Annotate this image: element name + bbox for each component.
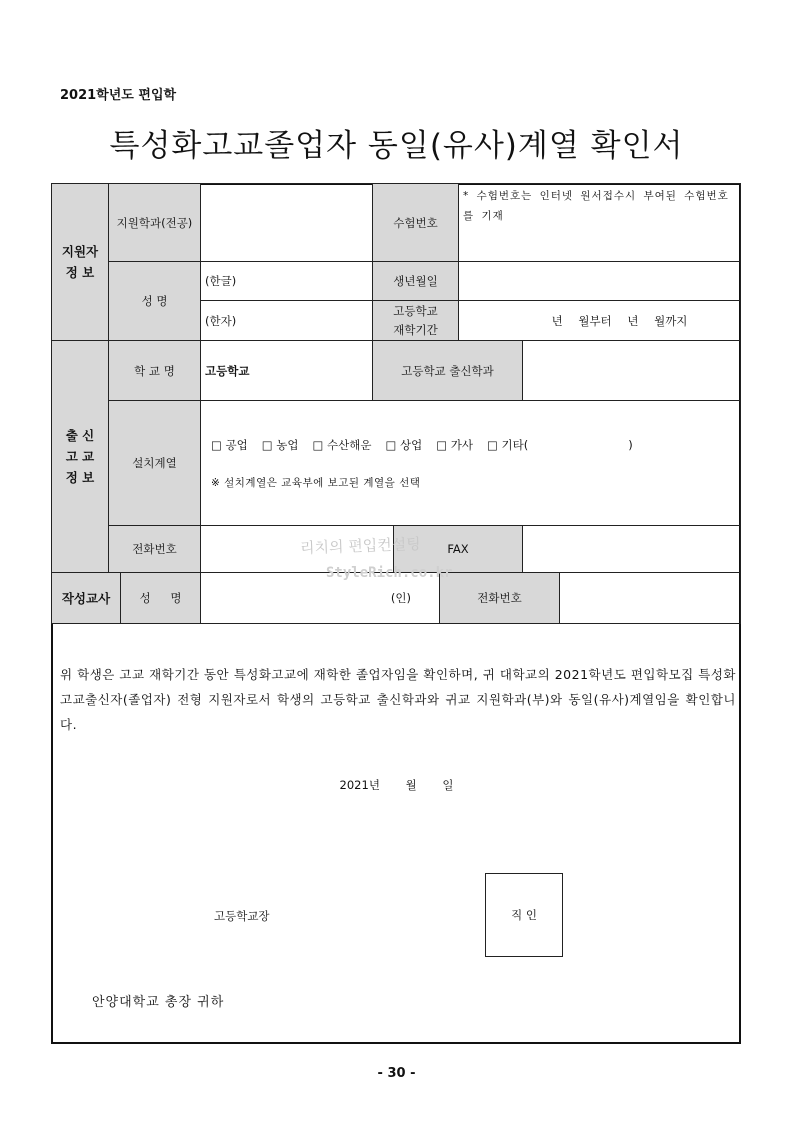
school-name-label: 학 교 명 bbox=[108, 340, 201, 401]
school-type-note: ※ 설치계열은 교육부에 보고된 계열을 선택 bbox=[211, 476, 421, 489]
type-other-checkbox[interactable]: □ 기타( bbox=[486, 437, 529, 452]
watermark-url: StyleRich.co.kr bbox=[326, 565, 453, 581]
type-homeec-checkbox[interactable]: □ 가사 bbox=[436, 437, 473, 452]
teacher-phone-label: 전화번호 bbox=[439, 572, 560, 624]
attendance-period-label: 고등학교 재학기간 bbox=[372, 300, 459, 341]
page-number: - 30 - bbox=[377, 1066, 416, 1081]
exam-number-label: 수험번호 bbox=[372, 183, 459, 262]
fax-field[interactable] bbox=[522, 525, 741, 573]
name-hanja-field[interactable]: (한자) bbox=[200, 300, 373, 341]
school-name-field[interactable]: 고등학교 bbox=[200, 340, 373, 401]
official-seal-box: 직 인 bbox=[485, 873, 563, 957]
document-year-label: 2021학년도 편입학 bbox=[60, 88, 177, 103]
birthdate-label: 생년월일 bbox=[372, 261, 459, 301]
school-section-label: 출 신 고 교 정 보 bbox=[51, 340, 109, 573]
teacher-phone-field[interactable] bbox=[559, 572, 741, 624]
school-major-label: 고등학교 출신학과 bbox=[372, 340, 523, 401]
attendance-period-field[interactable]: 년 월부터 년 월까지 bbox=[458, 300, 741, 341]
name-label: 성 명 bbox=[108, 261, 201, 341]
addressee: 안양대학교 총장 귀하 bbox=[92, 995, 225, 1010]
dept-field[interactable] bbox=[200, 183, 373, 262]
fax-label: FAX bbox=[393, 525, 523, 573]
teacher-section-label: 작성교사 bbox=[51, 572, 121, 624]
teacher-name-label: 성 명 bbox=[120, 572, 201, 624]
confirmation-statement: 위 학생은 고교 재학기간 동안 특성화고교에 재학한 졸업자임을 확인하며, 귀 대학교의 2021학년도 편입학모집 특성화고교출신자(졸업자) 전형 지원자로서 학생의 고등학교 출신학과와 귀교 지원학과(부)와 동일(유사)계열임을 확인합니다. bbox=[60, 667, 736, 732]
dept-label: 지원학과(전공) bbox=[108, 183, 201, 262]
school-type-label: 설치계열 bbox=[108, 400, 201, 526]
name-hangul-field[interactable]: (한글) bbox=[200, 261, 373, 301]
type-agriculture-checkbox[interactable]: □ 농업 bbox=[261, 437, 299, 452]
school-phone-label: 전화번호 bbox=[108, 525, 201, 573]
birthdate-field[interactable] bbox=[458, 261, 741, 301]
applicant-section-label: 지원자 정 보 bbox=[51, 183, 109, 341]
school-type-field bbox=[200, 400, 741, 526]
principal-label: 고등학교장 bbox=[214, 909, 270, 923]
document-title: 특성화고교졸업자 동일(유사)계열 확인서 bbox=[109, 128, 684, 164]
date-line[interactable]: 2021년 월 일 bbox=[339, 778, 454, 792]
teacher-seal-mark: (인) bbox=[390, 591, 411, 605]
exam-number-note[interactable]: * 수험번호는 인터넷 원서접수시 부여된 수험번호를 기재 bbox=[458, 183, 741, 262]
type-commerce-checkbox[interactable]: □ 상업 bbox=[385, 437, 423, 452]
type-industrial-checkbox[interactable]: □ 공업 bbox=[211, 437, 248, 452]
school-major-field[interactable] bbox=[522, 340, 741, 401]
school-type-options[interactable]: □ 공업 □ 농업 □ 수산해운 □ 상업 □ 가사 □ 기타( ) bbox=[211, 437, 633, 452]
watermark-text: 리치의 편입컨설팅 bbox=[299, 534, 421, 558]
type-fisheries-checkbox[interactable]: □ 수산해운 bbox=[312, 437, 372, 452]
